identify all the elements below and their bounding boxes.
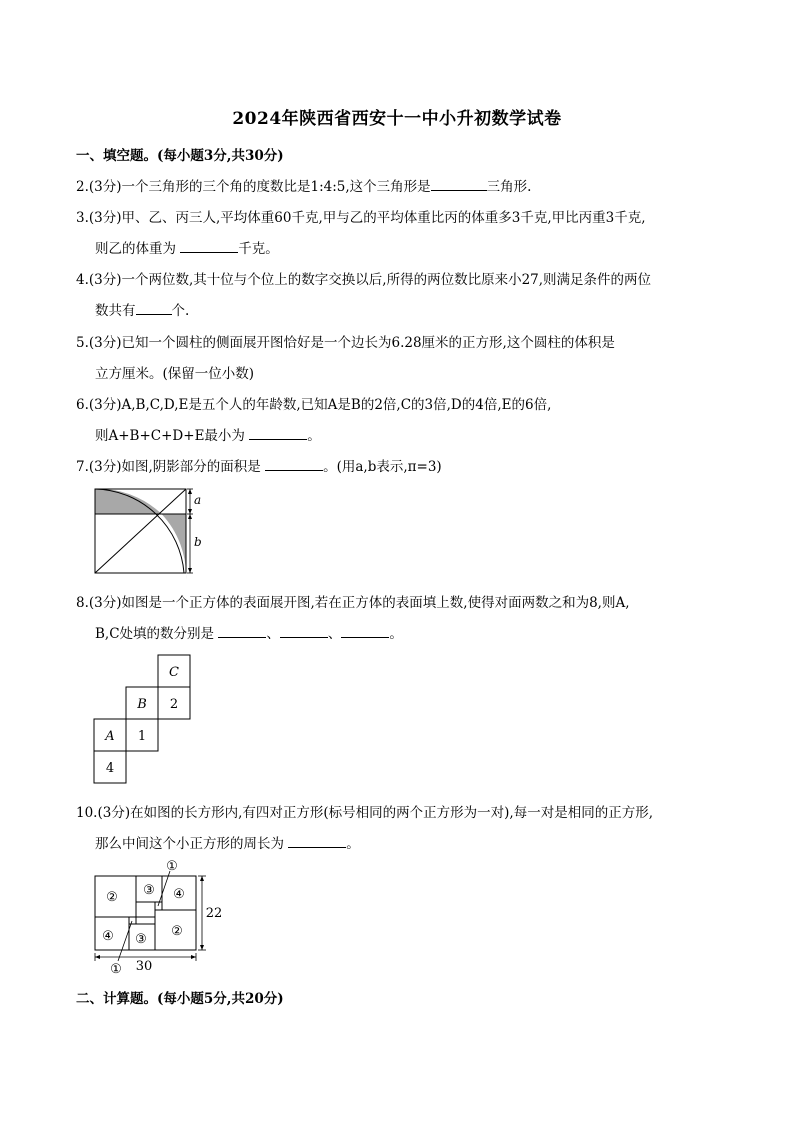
q10-label-3-top: ③ xyxy=(143,883,155,898)
question-3 xyxy=(76,206,646,226)
q10-square-1-right xyxy=(155,902,162,910)
q10-label-1-top: ① xyxy=(166,859,178,874)
q10-text-end: 。 xyxy=(346,836,360,852)
question-8-cont xyxy=(95,622,403,642)
net-label-C: C xyxy=(169,665,179,680)
q5-text: 5.(3分)已知一个圆柱的侧面展开图恰好是一个边长为6.28厘米的正方形,这个圆柱的体积是 xyxy=(76,335,615,351)
q10-label-4-left: ④ xyxy=(102,929,114,944)
q10-label-1-bottom: ① xyxy=(110,962,122,977)
question-4-cont xyxy=(95,299,189,319)
question-4 xyxy=(76,268,651,288)
q8-answer-blank-2[interactable] xyxy=(280,624,328,638)
q2-text-end: 三角形. xyxy=(486,179,532,195)
q8-separator-2: 、 xyxy=(327,626,342,642)
net-label-2: 2 xyxy=(169,697,179,712)
q10-height-label: 22 xyxy=(205,906,223,921)
q10-label-2-right: ② xyxy=(171,924,183,939)
question-6-cont xyxy=(95,424,321,444)
section-1-heading: 一、填空题。(每小题3分,共30分) xyxy=(76,148,284,164)
q7-label-b: b xyxy=(194,535,202,549)
q4-text-2: 数共有 xyxy=(95,303,136,319)
q8-answer-blank-1[interactable] xyxy=(218,624,266,638)
section-2-heading: 二、计算题。(每小题5分,共20分) xyxy=(76,991,284,1007)
q3-text: 3.(3分)甲、乙、丙三人,平均体重60千克,甲与乙的平均体重比丙的体重多3千克,甲比丙重3千克, xyxy=(76,210,646,226)
q10-label-3-bottom: ③ xyxy=(135,932,147,947)
q7-figure xyxy=(90,484,215,579)
q7-label-a: a xyxy=(194,493,202,507)
net-label-4: 4 xyxy=(105,761,115,776)
net-label-1: 1 xyxy=(137,729,147,744)
question-8 xyxy=(76,591,630,611)
page-title: 2024年陕西省西安十一中小升初数学试卷 xyxy=(232,109,562,129)
q4-answer-blank[interactable] xyxy=(136,301,172,315)
net-label-A: A xyxy=(105,729,115,744)
q7-answer-blank[interactable] xyxy=(265,457,323,471)
q10-text: 10.(3分)在如图的长方形内,有四对正方形(标号相同的两个正方形为一对),每一对是相同的正方形, xyxy=(76,805,653,821)
q10-square-1-left xyxy=(129,917,136,924)
q3-text-2: 则乙的体重为 xyxy=(95,241,181,257)
q2-text: 2.(3分)一个三角形的三个角的度数比是1:4:5,这个三角形是 xyxy=(76,179,431,195)
q6-answer-blank[interactable] xyxy=(249,426,307,440)
q10-rectangle-figure xyxy=(88,854,223,979)
q6-text-2: 则A+B+C+D+E最小为 xyxy=(95,428,250,444)
q5-text-2: 立方厘米。(保留一位小数) xyxy=(95,366,255,382)
net-label-B: B xyxy=(137,697,147,712)
q10-answer-blank[interactable] xyxy=(288,834,346,848)
q2-answer-blank[interactable] xyxy=(431,177,487,191)
q8-cube-net xyxy=(93,654,193,784)
q6-text: 6.(3分)A,B,C,D,E是五个人的年龄数,已知A是B的2倍,C的3倍,D的4倍,E的6倍, xyxy=(76,397,552,413)
question-7 xyxy=(76,455,442,475)
question-5 xyxy=(76,331,615,351)
question-10 xyxy=(76,801,653,821)
q7-text: 7.(3分)如图,阴影部分的面积是 xyxy=(76,459,266,475)
q4-text: 4.(3分)一个两位数,其十位与个位上的数字交换以后,所得的两位数比原来小27,则满足条件的两位 xyxy=(76,272,652,288)
q3-answer-blank[interactable] xyxy=(180,239,238,253)
question-2 xyxy=(76,175,531,195)
question-3-cont xyxy=(95,237,279,257)
q10-text-2: 那么中间这个小正方形的周长为 xyxy=(95,836,289,852)
q8-separator-1: 、 xyxy=(266,626,280,642)
q10-label-4-right: ④ xyxy=(173,887,185,902)
q8-text: 8.(3分)如图是一个正方体的表面展开图,若在正方体的表面填上数,使得对面两数之和为8,则A, xyxy=(76,595,630,611)
q8-text-2: B,C处填的数分别是 xyxy=(95,626,219,642)
question-6 xyxy=(76,393,551,413)
question-10-cont xyxy=(95,832,360,852)
question-5-cont xyxy=(95,362,254,382)
q10-center-square xyxy=(136,902,155,917)
q8-text-end: 。 xyxy=(389,626,403,642)
q10-width-label: 30 xyxy=(135,959,153,974)
q10-label-2-left: ② xyxy=(106,890,118,905)
q7-text-end: 。(用a,b表示,π=3) xyxy=(323,459,442,475)
q4-text-end: 个. xyxy=(171,303,190,319)
q3-text-end: 千克。 xyxy=(238,241,279,257)
q6-text-end: 。 xyxy=(307,428,321,444)
q8-answer-blank-3[interactable] xyxy=(341,624,389,638)
